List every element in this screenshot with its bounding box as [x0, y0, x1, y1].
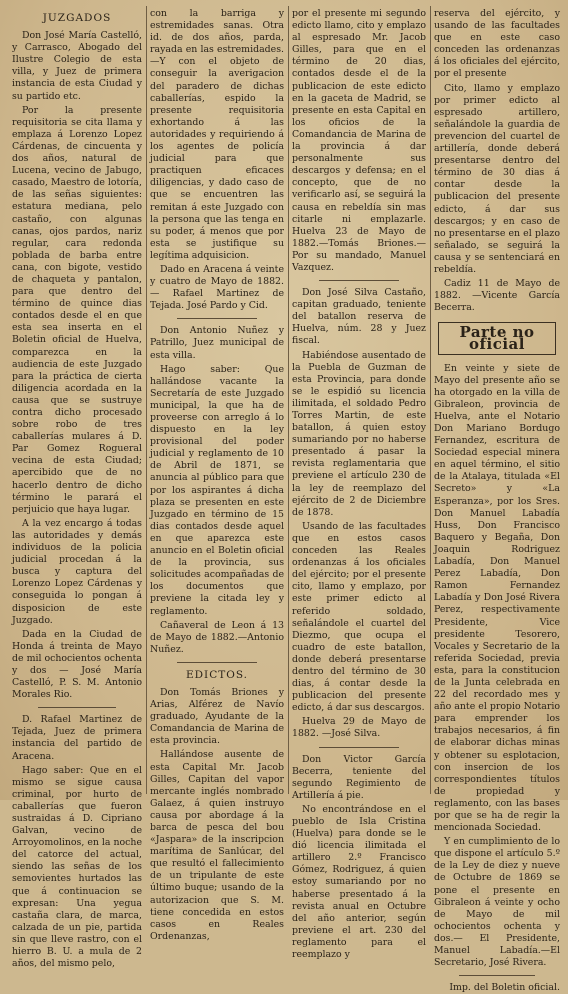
separator: [177, 662, 257, 663]
section-heading-juzgados: JUZGADOS: [42, 12, 112, 24]
section-heading-edictos: EDICTOS.: [185, 668, 249, 681]
paragraph: Por la presente requisitoria se cita llama y emplaza á Lorenzo Lopez Cárdenas, de cincuenta y dos años, natural de Lucena, vecino de Jabugo, casado, Maestro de lotoría, de las señas siguientes: estatura mediana, pelo castaño, con algunas canas, ojos pardos, nariz regular, cara redonda poblada de barba entre cana, con bigote, vestido de chaqueta y pantalon, para que dentro del término de quince dias contados desde el en que esta sea inserta en el Boletin oficial de Huelva, comparezca en la audiencia de este Juzgado para la práctica de cierta diligencia acordada en la causa que se sustruye contra dicho procesado sobre robo de tres caballerías mulares á D. Par Gomez Rogueral vecina de esta Ciudad; apercibido que de no hacerlo dentro de dicho término le parará el perjuicio que haya lugar.: [12, 104, 142, 515]
paragraph: Hago saber: Que hallándose vacante la Secretaría de este Juzgado municipal, la que ha de proveerse con arreglo á lo dispuesto en la ley provisional del poder judicial y reglamento de 10 de Abril de 1871, se anuncia al público para que por los aspirantes á dicha plaza se presenten en este Juzgado en término de 15 dias contados desde aquel en que aparezca este anuncio en el Boletin oficial de la provincia, sus solicitudes acompañadas de los documentos que previene la citada ley y reglamento.: [150, 363, 284, 617]
paragraph: Don José María Castelló, y Carrasco, Abogado del Ilustre Colegio de esta villa, y Juez de primera instancia de esta Ciudad y su partido etc.: [12, 30, 142, 102]
paragraph: Cito, llamo y emplazo por primer edicto al espresado artillero, señalándole la guardia de prevencion del cuartel de artillería, donde deberá presentarse dentro del término de 30 dias á contar desde la publicacion del presente edicto, á dar sus descargos; y en caso de no presentarse en el plazo señalado, se seguirá la causa y se sentenciará en rebeldía.: [434, 82, 560, 275]
paragraph: D. Rafael Martinez de Tejada, Juez de primera instancia del partido de Aracena.: [12, 714, 142, 762]
paragraph: Don José Silva Castaño, capitan graduado, teniente del batallon reserva de Huelva, núm. 28 y Juez fiscal.: [292, 287, 426, 347]
printer-imprint: Imp. del Boletin oficial.: [449, 982, 560, 994]
paragraph: Habiéndose ausentado de la Puebla de Guzman de esta Provincia, para donde se le espidió su licencia ilimitada, el soldado Pedro Torres Martin, de este batallon, á quien estoy sumariando por no haberse presentado á pasar la revista reglamentaria que previene el artículo 230 de la ley de reemplazo del ejército de 2 de Diciembre de 1878.: [292, 349, 426, 518]
column-2: [150, 8, 284, 942]
column-1: [12, 8, 142, 970]
paragraph: Dado en Aracena á veinte y cuatro de Mayo de 1882. — Rafael Martinez de Tejada. José Pardo y Cid.: [150, 263, 284, 312]
separator: [38, 707, 116, 708]
paragraph: Usando de las facultades que en estos casos conceden las Reales ordenanzas á los oficiales del ejército; por el presente cito, llamo y emplazo, por este primer edicto al referido soldado, señalándole el cuartel del Diezmo, que ocupa el cuadro de este batallon, donde deberá presentarse dentro del término de 30 dias, á contar desde la publicacion del presente edicto, á dar sus descargos.: [292, 520, 426, 714]
separator: [319, 280, 399, 281]
column-4: [434, 8, 560, 994]
paragraph: Hago saber: Que en el mismo se sigue causa criminal, por hurto de caballerías que fueron sustraidas á D. Cipriano Galvan, vecino de Arroyomolinos, en la noche del catorce del actual, siendo las señas de los semovientes hurtados las que á continuacion se expresan: Una yegua castaña clara, de marca, calzada de un pie, partida sin que lleve rastro, con el hierro B. U. a mula de 2 años, del mismo pelo,: [12, 764, 142, 970]
column-rule: [430, 6, 431, 794]
paragraph: Don Antonio Nuñez y Patrillo, Juez municipal de esta villa.: [150, 325, 284, 361]
paragraph: por el presente mi segundo edicto llamo, cito y emplazo al espresado Mr. Jacob Gilles, para que en el término de 20 dias, contados desde el de la publicacion de este edicto en la gaceta de Madrid, se presente en esta Capital en los oficios de la Comandancia de Marina de la provincia á dar personalmente sus descargos y defensa; en el concepto, que de no verificarlo así, se seguirá la causa en rebeldía sin mas citarle ni emplazarle. Huelva 23 de Mayo de 1882.—Tomás Briones.—Por su mandado, Manuel Vazquez.: [292, 8, 426, 273]
column-rule: [288, 6, 289, 794]
separator: [459, 975, 535, 976]
paragraph: Huelva 29 de Mayo de 1882. —José Silva.: [292, 716, 426, 740]
paragraph: con la barriga y estremidades sanas. Otra id. de dos años, parda, rayada en las estremidades.—Y con el objeto de conseguir la averigacion del paradero de dichas caballerías, espido la presente requisitoria exhortando á las autoridades y requiriendo á los agentes de policía judicial para que practiquen eficaces diligencias, y dado caso de que se encuentren las remitan á este Juzgado con la persona que las tenga en su poder, á menos que por esta se justifique su legítima adquisicion.: [150, 8, 284, 261]
paragraph: En veinte y siete de Mayo del presente año se ha otorgado en la villa de Gibraleon, provincia de Huelva, ante el Notario Don Mariano Bordugo Fernandez, escritura de Sociedad especial minera en aquel término, el sitio de la Atalaya, titulada «El Secreto» y «La Esperanza», por los Sres. Don Manuel Labadía Huss, Don Francisco Baquero y Begaña, Don Joaquin Rodriguez Labadía, Don Manuel Perez Labadía, Don Ramon Fernandez Labadía y Don José Rivera Perez, respectivamente Presidente, Vice presidente Tesorero, Vocales y Secretario de la referida Sociedad, previa esta, para la constitucion de la Junta celebrada en 22 del recordado mes y año ante el propio Notario para emprender los trabajos necesarios, á fin de elaborar dichas minas y obtener su esplotacion, con insercion de los correspondientes títulos de propiedad y reglamento, con las bases por que se ha de regir la mencionada Sociedad.: [434, 362, 560, 834]
section-heading-parte-no-oficial: Parte no oficial: [438, 322, 556, 354]
paragraph: A la vez encargo á todas las autoridades y demás individuos de la policia judicial procedan á la busca y captura del Lorenzo Lopez Cárdenas y conseguida lo pongan á disposicion de este Juzgado.: [12, 517, 142, 626]
separator: [177, 318, 257, 319]
paragraph: Don Victor García Becerra, teniente del segundo Regimiento de Artillería á pie.: [292, 753, 426, 801]
paragraph: Cañaveral de Leon á 13 de Mayo de 1882.—Antonio Nuñez.: [150, 619, 284, 655]
paragraph: Dada en la Ciudad de Honda á treinta de Mayo de mil ochocientos ochenta y dos — José María Castelló, P. S. M. Antonio Morales Rio.: [12, 628, 142, 701]
column-rule: [146, 6, 147, 794]
paragraph: Cadiz 11 de Mayo de 1882. —Vicente García Becerra.: [434, 278, 560, 314]
column-3: [292, 8, 426, 961]
paragraph: No encontrándose en el pueblo de Isla Cristina (Huelva) para donde se le dió licencia ilimitada el artillero 2.º Francisco Gómez, Rodriguez, á quien estoy sumariando por no haberse presentado á la revista anual en Octubre del año anterior, según previene el art. 230 del reglamento para el reemplazo y: [292, 803, 426, 961]
paragraph: Hallándose ausente de esta Capital Mr. Jacob Gilles, Capitan del vapor mercante inglés nombrado Galaez, á quien instruyo causa por abordage á la barca de pesca del bou «Jaspara» de la inscripcion marítima de Sanlúcar, del que resultó el fallecimiento de un tripulante de este último buque; usando de la autorizacion que S. M. tiene concedida en estos casos en Reales Ordenanzas,: [150, 749, 284, 942]
separator: [319, 747, 399, 748]
paragraph: Y en cumplimiento de lo que dispone el artículo 5.º de la Ley de diez y nueve de Octubre de 1869 se pone el presente en Gibraleon á veinte y ocho de Mayo de mil ochocientos ochenta y dos.— El Presidente, Manuel Labadía.—El Secretario, José Rivera.: [434, 836, 560, 969]
paragraph: Don Tomás Briones y Arias, Alférez de Navío graduado, Ayudante de la Comandancia de Marina de esta provincia.: [150, 686, 284, 747]
paragraph: reserva del ejército, y usando de las facultades que en este caso conceden las ordenanzas á los oficiales del ejército, por el presente: [434, 8, 560, 80]
